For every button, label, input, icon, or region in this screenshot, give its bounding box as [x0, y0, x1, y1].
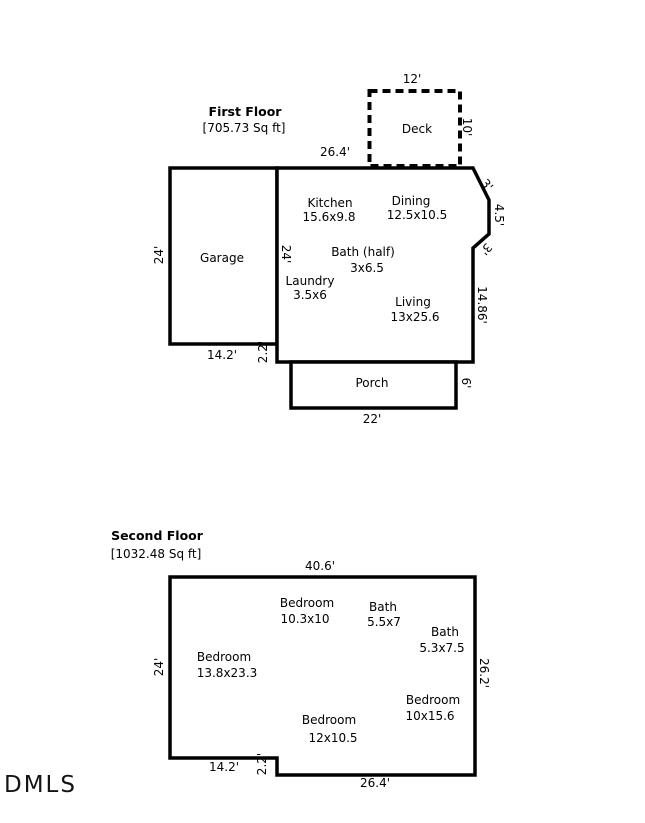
room-bath-right-size: 5.3x7.5: [419, 641, 465, 655]
first-floor-title: First Floor: [208, 104, 282, 119]
second-floor-area: [1032.48 Sq ft]: [110, 547, 202, 561]
room-dining-size: 12.5x10.5: [386, 208, 448, 222]
room-kitchen-size: 15.6x9.8: [302, 210, 356, 224]
room-bath-top-size: 5.5x7: [367, 615, 401, 629]
room-living: Living: [395, 295, 431, 309]
room-bedroom-top: Bedroom: [279, 596, 335, 610]
dim-second-right: 26.2': [477, 657, 491, 689]
dim-bay-bottom: 3': [477, 240, 495, 258]
dim-bay-right: 4.5': [492, 203, 506, 227]
second-floor-title: Second Floor: [111, 528, 203, 543]
dim-first-top: 26.4': [319, 145, 351, 159]
room-garage: Garage: [200, 251, 244, 265]
dim-second-top: 40.6': [304, 559, 336, 573]
dim-second-bottom: 26.4': [359, 776, 391, 790]
dim-first-right: 14.86': [475, 286, 489, 324]
dim-porch-right: 6': [459, 377, 473, 389]
room-bath-half: Bath (half): [331, 245, 395, 259]
room-bedroom-bottom-size: 12x10.5: [308, 731, 358, 745]
room-bedroom-left-size: 13.8x23.3: [196, 666, 258, 680]
dim-garage-left: 24': [152, 245, 166, 265]
room-dining: Dining: [391, 194, 431, 208]
room-porch: Porch: [355, 376, 389, 390]
room-laundry-size: 3.5x6: [293, 288, 327, 302]
dim-porch-bottom: 22': [362, 412, 382, 426]
dim-deck-top: 12': [402, 72, 422, 86]
room-living-size: 13x25.6: [390, 310, 440, 324]
first-floor-area: [705.73 Sq ft]: [202, 121, 286, 135]
room-bedroom-left: Bedroom: [196, 650, 252, 664]
room-deck: Deck: [401, 122, 433, 136]
dim-deck-right: 10': [460, 117, 474, 137]
room-bath-half-size: 3x6.5: [350, 261, 384, 275]
room-laundry: Laundry: [285, 274, 335, 288]
dim-second-left: 24': [152, 657, 166, 677]
room-bath-right: Bath: [431, 625, 459, 639]
room-bedroom-top-size: 10.3x10: [280, 612, 330, 626]
mls-watermark: DMLS: [4, 772, 77, 798]
dim-first-step: 2.2': [256, 340, 270, 364]
dim-garage-bottom: 14.2': [206, 348, 238, 362]
dim-second-bottom-left: 14.2': [208, 760, 240, 774]
dim-bay-top: 3': [478, 176, 496, 194]
dim-interior-left: 24': [279, 244, 293, 264]
dim-second-step: 2.2': [255, 752, 269, 776]
room-bath-top: Bath: [369, 600, 397, 614]
room-bedroom-right-size: 10x15.6: [405, 709, 455, 723]
room-kitchen: Kitchen: [307, 196, 353, 210]
room-bedroom-bottom: Bedroom: [301, 713, 357, 727]
room-bedroom-right: Bedroom: [405, 693, 461, 707]
